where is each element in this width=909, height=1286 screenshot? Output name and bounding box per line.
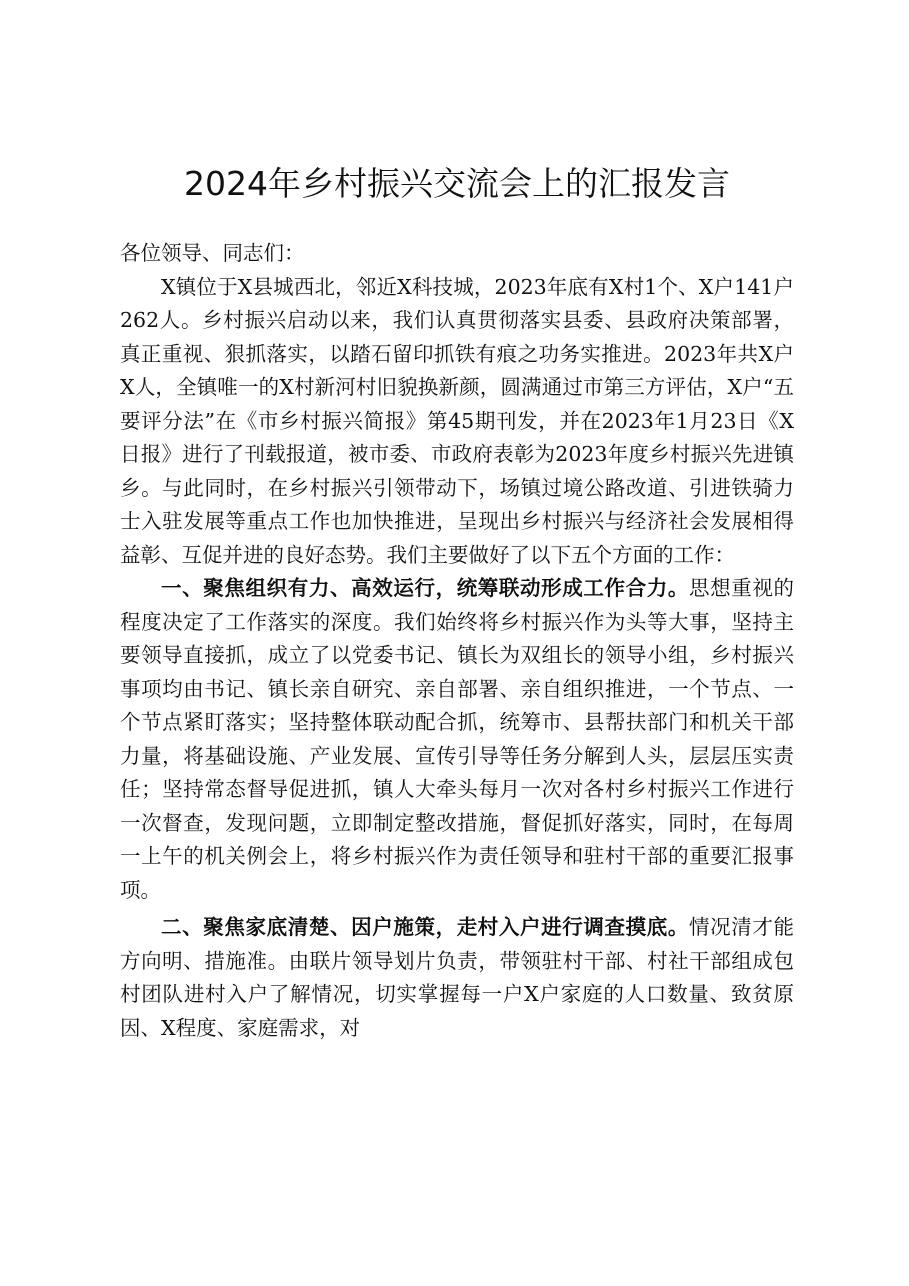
paragraph-section-2 xyxy=(120,911,794,1045)
paragraph-text: 思想重视的程度决定了工作落实的深度。我们始终将乡村振兴作为头等大事，坚持主要领导直接抓，成立了以党委书记、镇长为双组长的领导小组，乡村振兴事项均由书记、镇长亲自研究、亲自部署、亲自组织推进，一个节点、一个节点紧盯落实；坚持整体联动配合抓，统筹市、县帮扶部门和机关干部力量，将基础设施、产业发展、宣传引导等任务分解到人头，层层压实责任；坚持常态督导促进抓，镇人大牵头每月一次对各村乡村振兴工作进行一次督查，发现问题，立即制定整改措施，督促抓好落实，同时，在每周一上午的机关例会上，将乡村振兴作为责任领导和驻村干部的重要汇报事项。 xyxy=(120,576,794,902)
salutation: 各位领导、同志们： xyxy=(120,241,305,265)
document-body xyxy=(120,237,794,1045)
document-title: 2024年乡村振兴交流会上的汇报发言 xyxy=(184,164,730,203)
section-heading: 二、聚焦家底清楚、因户施策，走村入户进行调查摸底。 xyxy=(161,915,690,939)
section-heading: 一、聚焦组织有力、高效运行，统筹联动形成工作合力。 xyxy=(161,576,690,600)
paragraph-intro xyxy=(120,271,794,573)
paragraph-section-1 xyxy=(120,572,794,907)
paragraph-text: 情况清才能方向明、措施准。由联片领导划片负责，带领驻村干部、村社干部组成包村团队进村入户了解情况，切实掌握每一户X户家庭的人口数量、致贫原因、X程度、家庭需求，对 xyxy=(120,915,794,1040)
paragraph-text: X镇位于X县城西北，邻近X科技城，2023年底有X村1个、X户141户262人。乡村振兴启动以来，我们认真贯彻落实县委、县政府决策部署，真正重视、狠抓落实，以踏石留印抓铁有痕之功务实推进。2023年共X户X人，全镇唯一的X村新河村旧貌换新颜，圆满通过市第三方评估，X户“五要评分法”在《市乡村振兴简报》第45期刊发，并在2023年1月23日《X日报》进行了刊载报道，被市委、市政府表彰为2023年度乡村振兴先进镇乡。与此同时，在乡村振兴引领带动下，场镇过境公路改道、引进铁骑力士入驻发展等重点工作也加快推进，呈现出乡村振兴与经济社会发展相得益彰、互促并进的良好态势。我们主要做好了以下五个方面的工作： xyxy=(120,274,794,567)
